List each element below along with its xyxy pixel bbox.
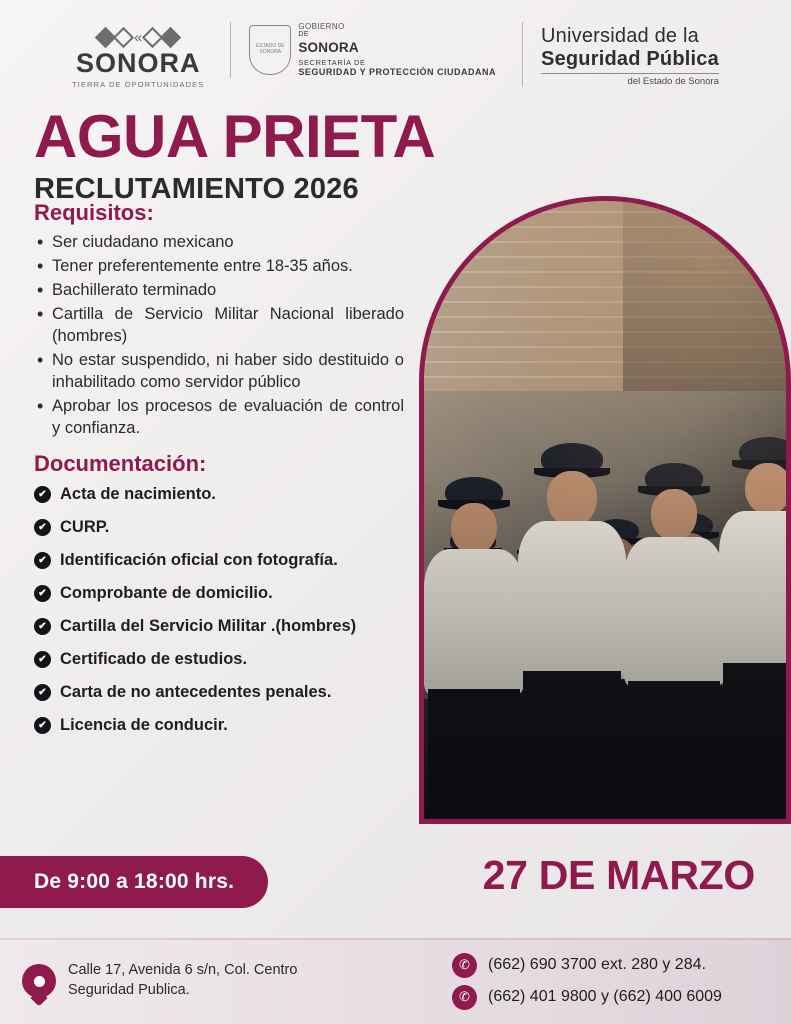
phone-row[interactable] — [452, 953, 722, 978]
page-title: AGUA PRIETA — [34, 103, 436, 170]
list-item — [34, 551, 404, 570]
schedule-badge: De 9:00 a 18:00 hrs. — [0, 856, 268, 908]
secretaria-title: SECRETARÍA DE — [298, 57, 366, 67]
list-item-label: Licencia de conducir. — [60, 716, 228, 735]
photo-shadow-overlay — [424, 201, 786, 819]
gobierno-line2-small: DE — [298, 31, 310, 39]
sonora-wordmark: SONORA — [75, 48, 201, 78]
sonora-tagline: TIERRA DE OPORTUNIDADES — [72, 80, 205, 89]
sonora-logo — [72, 22, 204, 89]
list-item — [34, 650, 404, 669]
sonora-logo-marks — [72, 30, 204, 45]
check-icon: ✔ — [34, 486, 51, 503]
universidad-line1: Universidad de la — [541, 25, 699, 47]
gobierno-line1: GOBIERNO — [298, 22, 345, 31]
header-logos — [0, 0, 791, 95]
requirements-list — [34, 232, 404, 439]
photo-frame — [419, 196, 791, 824]
list-item — [34, 683, 404, 702]
list-item — [34, 485, 404, 504]
location-pin-icon — [22, 964, 56, 998]
address-block — [22, 961, 442, 1000]
contacts-block — [452, 953, 722, 1010]
secretaria-body: SEGURIDAD Y PROTECCIÓN CIUDADANA — [298, 67, 497, 78]
list-item-label: Identificación oficial con fotografía. — [60, 551, 338, 570]
address-line2: Seguridad Publica. — [68, 982, 190, 998]
gobierno-logo-text — [298, 22, 496, 78]
check-icon: ✔ — [34, 519, 51, 536]
list-item: • Ser ciudadano mexicano — [34, 232, 404, 254]
universidad-seguridad-publica-logo — [522, 22, 719, 87]
requirements-heading: Requisitos: — [34, 200, 154, 225]
coat-of-arms-icon — [249, 25, 291, 75]
coat-of-arms-label: ESTADO DE SONORA — [256, 43, 285, 56]
list-item — [34, 518, 404, 537]
phone-number: (662) 690 3700 ext. 280 y 284. — [488, 956, 706, 973]
list-item-label: CURP. — [60, 518, 110, 537]
whatsapp-icon: ✆ — [452, 985, 477, 1010]
list-item: • No estar suspendido, ni haber sido destituido o inhabilitado como servidor público — [34, 350, 404, 394]
check-icon: ✔ — [34, 717, 51, 734]
list-item-label: Cartilla del Servicio Militar .(hombres) — [60, 617, 357, 636]
left-content-column — [34, 200, 404, 749]
list-item: • Aprobar los procesos de evaluación de control y confianza. — [34, 396, 404, 440]
event-date: 27 DE MARZO — [482, 852, 755, 898]
documentation-heading: Documentación: — [34, 451, 207, 477]
whatsapp-row[interactable] — [452, 985, 722, 1010]
list-item: • Bachillerato terminado — [34, 280, 404, 302]
diamond-icon — [160, 27, 181, 48]
list-item-label: Carta de no antecedentes penales. — [60, 683, 332, 702]
list-item-label: Comprobante de domicilio. — [60, 584, 273, 603]
phone-icon: ✆ — [452, 953, 477, 978]
list-item-label: Acta de nacimiento. — [60, 485, 216, 504]
gobierno-sonora-logo — [230, 22, 496, 78]
address-line1: Calle 17, Avenida 6 s/n, Col. Centro — [68, 962, 298, 979]
list-item: • Tener preferentemente entre 18-35 años. — [34, 256, 404, 278]
check-icon: ✔ — [34, 651, 51, 668]
universidad-line2: Seguridad Pública — [541, 48, 719, 70]
cadets-photo — [419, 196, 791, 824]
secretaria-block — [298, 59, 496, 78]
list-item — [34, 584, 404, 603]
list-item — [34, 716, 404, 735]
gobierno-line2-main: SONORA — [298, 39, 359, 55]
diamond-outline-icon — [113, 27, 134, 48]
chevron-left-icon: « — [134, 29, 143, 46]
list-item: • Cartilla de Servicio Militar Nacional liberado (hombres) — [34, 304, 404, 348]
page-subtitle: RECLUTAMIENTO 2026 — [34, 173, 359, 205]
check-icon: ✔ — [34, 552, 51, 569]
whatsapp-number: (662) 401 9800 y (662) 400 6009 — [488, 988, 722, 1005]
list-item — [34, 617, 404, 636]
address-text — [68, 961, 297, 1000]
photo-image — [424, 201, 786, 819]
documentation-list — [34, 485, 404, 735]
check-icon: ✔ — [34, 585, 51, 602]
universidad-line3: del Estado de Sonora — [541, 73, 719, 87]
list-item-label: Certificado de estudios. — [60, 650, 248, 669]
check-icon: ✔ — [34, 618, 51, 635]
gobierno-line2 — [298, 31, 496, 55]
check-icon: ✔ — [34, 684, 51, 701]
footer-bar — [0, 938, 791, 1024]
